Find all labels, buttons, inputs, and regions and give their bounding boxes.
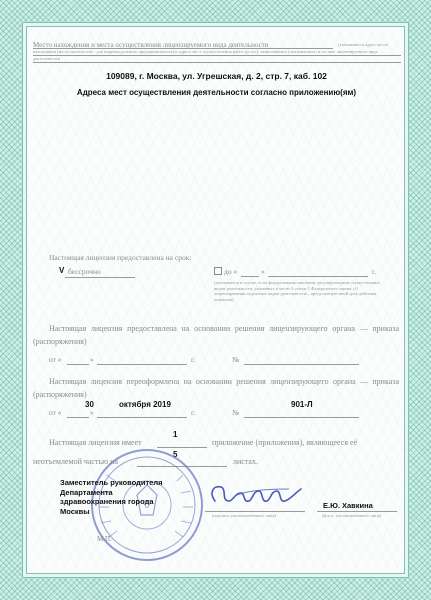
document-body xyxy=(26,26,405,574)
underline xyxy=(244,417,359,418)
year-suffix: г. xyxy=(372,267,377,276)
name-note: (ф.и.о. уполномоченного лица) xyxy=(322,513,382,518)
reissue-number: 901-Л xyxy=(291,400,313,409)
term-note: (указывается в случае, если федеральными законами, регулирующими осуществление видов деятельности, указанных в части 4 статьи 1 Федерального закона «О лицензировании отдельных видов деятельности», предусмотрен иной срок действия лицензии) xyxy=(214,280,380,302)
signer-name: Е.Ю. Хавкина xyxy=(323,501,373,510)
signer-position-line: здравоохранения города xyxy=(60,497,154,506)
appendix-sheets: 5 xyxy=(173,450,178,459)
underline xyxy=(205,511,305,512)
underline xyxy=(67,364,89,365)
addresses-note: Адреса мест осуществления деятельности согласно приложению(ям) xyxy=(76,88,357,97)
reissue-year-suffix: г. xyxy=(191,408,196,417)
heading-main: Место нахождения и места осуществления лицензируемого вида деятельности xyxy=(33,41,269,49)
appendix-text-before: Настоящая лицензия имеет xyxy=(49,438,142,447)
reissue-number-label: № xyxy=(232,408,240,417)
appendix-part-text: неотъемлемой частью на xyxy=(33,457,118,466)
signature-note: (подпись уполномоченного лица) xyxy=(212,513,276,518)
underline xyxy=(317,511,397,512)
reissue-month-year: октября 2019 xyxy=(119,400,171,409)
signer-position-line: Департамента xyxy=(60,487,113,497)
check-mark: V xyxy=(59,266,65,275)
basis-number-label: № xyxy=(232,355,240,364)
appendix-count: 1 xyxy=(173,430,178,439)
underline xyxy=(67,417,89,418)
appendix-text-after: приложение (приложения), являющееся её xyxy=(212,438,358,447)
reissue-day: 30 xyxy=(85,400,94,409)
underline xyxy=(97,364,187,365)
heading-note: (указываются адрес места нахождения (место жительства - для индивидуального предпринимателя) и адреса мест осуществления работ (услуг), выполняемых (оказываемых) в составе лицензируемого вида деятельности) xyxy=(33,42,388,61)
underline xyxy=(65,277,135,278)
signer-position-line: Москвы xyxy=(60,506,90,516)
option-unlimited: бессрочно xyxy=(68,267,101,276)
appendix-sheets-suffix: листах. xyxy=(233,457,258,466)
handwritten-signature xyxy=(207,479,307,509)
underline xyxy=(33,55,401,56)
basis-date-prefix: от « xyxy=(49,355,62,364)
underline xyxy=(33,62,401,63)
signer-position xyxy=(60,478,163,516)
basis-year-suffix: г. xyxy=(191,355,196,364)
underline xyxy=(268,276,368,277)
underline xyxy=(241,276,259,277)
reissue-date-prefix: от « xyxy=(49,408,62,417)
underline xyxy=(97,417,187,418)
term-label: Настоящая лицензия предоставлена на срок: xyxy=(49,253,192,262)
quote-close: » xyxy=(261,267,265,276)
underline xyxy=(244,364,359,365)
checkbox-until[interactable] xyxy=(214,267,222,275)
signer-position-line: Заместитель руководителя xyxy=(60,478,163,487)
reissue-date-mid: » xyxy=(90,408,94,417)
address: 109089, г. Москва, ул. Угрешская, д. 2, стр. 7, каб. 102 xyxy=(106,71,327,81)
basis-date-mid: » xyxy=(90,355,94,364)
until-prefix: до « xyxy=(224,267,238,276)
reissue-text: Настоящая лицензия переоформлена на основании решения лицензирующего органа — приказа (распоряжения) xyxy=(33,377,399,399)
underline xyxy=(33,48,333,49)
stamp-place: М.П. xyxy=(97,535,112,543)
basis-text: Настоящая лицензия предоставлена на основании решения лицензирующего органа — приказа (распоряжения) xyxy=(33,324,399,346)
